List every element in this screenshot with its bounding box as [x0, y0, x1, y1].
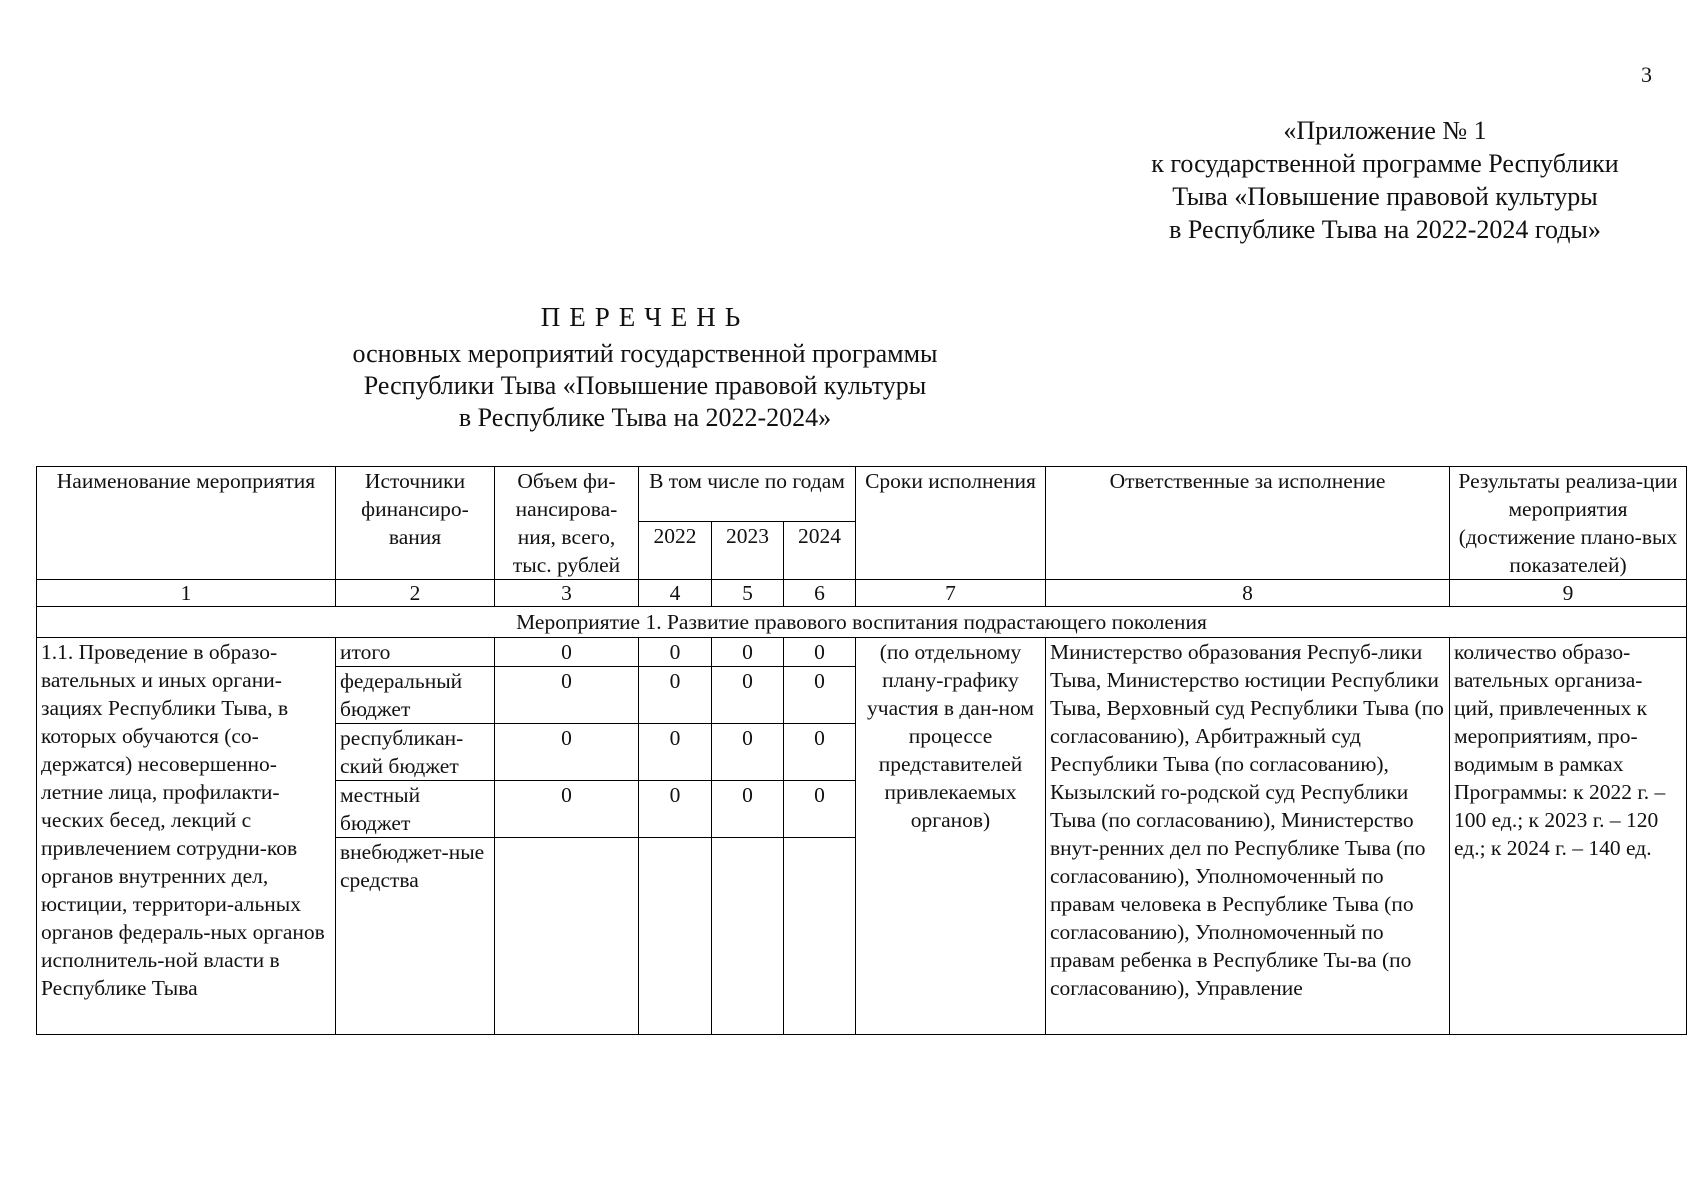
header-year-2022: 2022	[639, 522, 712, 580]
column-numbers-row	[37, 580, 1687, 607]
column-number: 9	[1450, 580, 1687, 607]
responsible-cell: Министерство образования Респуб-лики Тыва, Министерство юстиции Республики Тыва, Верховный суд Республики Тыва (по согласованию), Арбитражный суд Республики Тыва (по согласованию), Кызылский го-родской суд Республики Тыва (по согласованию), Министерство внут-ренних дел по Республике Тыва (по согласованию), Уполномоченный по правам человека в Республике Тыва (по согласованию), Уполномоченный по правам ребенка в Республике Ты-ва (по согласованию), Управление	[1046, 638, 1450, 1035]
source-cell: внебюджет-ные средства	[336, 838, 495, 1035]
year-value-cell: 0	[639, 781, 712, 838]
appendix-line: в Республике Тыва на 2022-2024 годы»	[1169, 215, 1601, 244]
year-value-cell: 0	[712, 638, 784, 667]
title-subtitle	[0, 338, 1290, 434]
column-number: 3	[495, 580, 639, 607]
year-value-cell: 0	[712, 781, 784, 838]
results-cell: количество образо-вательных организа-ций, привлеченных к мероприятиям, про-водимым в рамках Программы: к 2022 г. – 100 ед.; к 2023 г. – 120 ед.; к 2024 г. – 140 ед.	[1450, 638, 1687, 1035]
column-number: 8	[1046, 580, 1450, 607]
header-year-2023: 2023	[712, 522, 784, 580]
year-value-cell: 0	[712, 724, 784, 781]
terms-cell: (по отдельному плану-графику участия в дан-ном процессе представителей привлекаемых органов)	[856, 638, 1046, 1035]
year-value-cell: 0	[712, 667, 784, 724]
volume-cell	[495, 838, 639, 1035]
header-terms: Сроки исполнения	[856, 467, 1046, 580]
column-number: 4	[639, 580, 712, 607]
page-number: 3	[1641, 62, 1652, 87]
volume-cell: 0	[495, 724, 639, 781]
column-number: 1	[37, 580, 336, 607]
column-number: 7	[856, 580, 1046, 607]
column-number: 5	[712, 580, 784, 607]
header-results: Результаты реализа-ции мероприятия (достижение плано-вых показателей)	[1450, 467, 1687, 580]
header-responsible: Ответственные за исполнение	[1046, 467, 1450, 580]
appendix-note	[1105, 114, 1665, 246]
year-value-cell	[784, 838, 856, 1035]
section-row	[37, 607, 1687, 638]
header-source: Источники финансиро-вания	[336, 467, 495, 580]
year-value-cell: 0	[639, 724, 712, 781]
header-by-years: В том числе по годам	[639, 467, 856, 522]
appendix-line: к государственной программе Республики	[1151, 149, 1619, 178]
year-value-cell	[712, 838, 784, 1035]
volume-cell: 0	[495, 638, 639, 667]
year-value-cell: 0	[639, 638, 712, 667]
column-number: 2	[336, 580, 495, 607]
section-title: Мероприятие 1. Развитие правового воспитания подрастающего поколения	[37, 607, 1687, 638]
measures-table	[36, 466, 1687, 1035]
header-year-2024: 2024	[784, 522, 856, 580]
source-cell: итого	[336, 638, 495, 667]
year-value-cell: 0	[784, 667, 856, 724]
source-cell: федеральный бюджет	[336, 667, 495, 724]
header-name: Наименование мероприятия	[37, 467, 336, 580]
table-row	[37, 638, 1687, 667]
title-main: ПЕРЕЧЕНЬ	[540, 302, 750, 332]
appendix-line: «Приложение № 1	[1283, 116, 1487, 145]
year-value-cell: 0	[784, 781, 856, 838]
volume-cell: 0	[495, 667, 639, 724]
header-row	[37, 467, 1687, 522]
source-cell: республикан-ский бюджет	[336, 724, 495, 781]
year-value-cell	[639, 838, 712, 1035]
measure-name: 1.1. Проведение в образо-вательных и иных органи-зациях Республики Тыва, в которых обучаются (со-держатся) несовершенно-летние лица, профилакти-ческих бесед, лекций с привлечением сотрудни-ков органов внутренних дел, юстиции, территори-альных органов федераль-ных органов исполнитель-ной власти в Республике Тыва	[37, 638, 336, 1035]
source-cell: местный бюджет	[336, 781, 495, 838]
subtitle-line: основных мероприятий государственной программы	[352, 339, 938, 368]
subtitle-line: в Республике Тыва на 2022-2024»	[458, 403, 832, 432]
header-volume: Объем фи-нансирова-ния, всего, тыс. рублей	[495, 467, 639, 580]
year-value-cell: 0	[639, 667, 712, 724]
column-number: 6	[784, 580, 856, 607]
subtitle-line: Республики Тыва «Повышение правовой культуры	[363, 371, 927, 400]
year-value-cell: 0	[784, 724, 856, 781]
appendix-line: Тыва «Повышение правовой культуры	[1172, 182, 1598, 211]
volume-cell: 0	[495, 781, 639, 838]
year-value-cell: 0	[784, 638, 856, 667]
